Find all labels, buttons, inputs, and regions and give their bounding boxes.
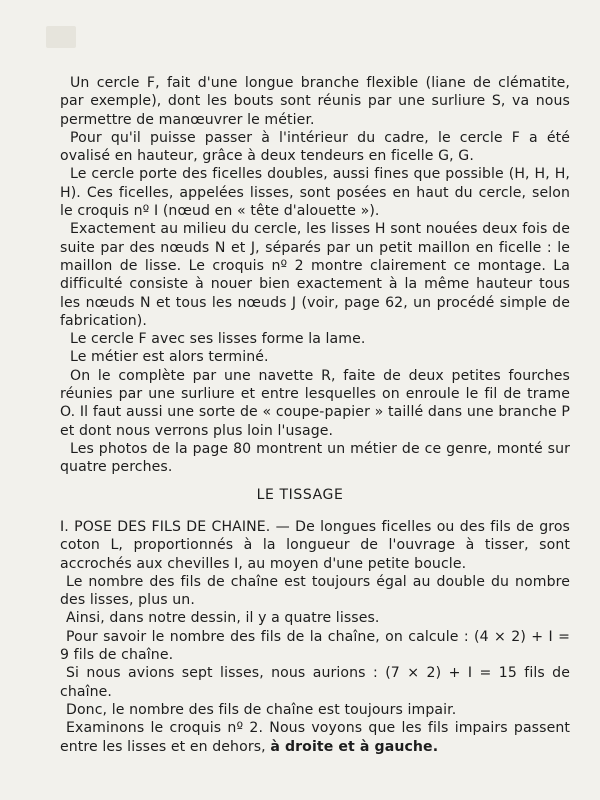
paragraph: On le complète par une navette R, faite de deux petites fourches réunies par une surliure et entre lesquelles on enroule le fil de trame O. Il faut aussi une sorte de « coupe-papier » taillé dans une branche P et dont nous verrons plus loin l'usage. [60, 367, 570, 439]
paragraph: Si nous avions sept lisses, nous aurions : (7 × 2) + I = 15 fils de chaîne. [60, 665, 570, 700]
paragraph [60, 719, 570, 756]
paragraph-text: Examinons le croquis nº 2. Nous voyons que les fils impairs passent entre les lisses et en dehors, [60, 720, 570, 755]
paragraph: Pour savoir le nombre des fils de la chaîne, on calcule : (4 × 2) + I = 9 fils de chaîne. [60, 628, 570, 664]
paragraph: Pour qu'il puisse passer à l'intérieur du cadre, le cercle F a été ovalisé en hauteur, grâce à deux tendeurs en ficelle G, G. [60, 129, 570, 165]
paragraph: Ainsi, dans notre dessin, il y a quatre lisses. [66, 610, 380, 627]
paragraph: Les photos de la page 80 montrent un métier de ce genre, monté sur quatre perches. [60, 440, 570, 476]
paragraph: Le nombre des fils de chaîne est toujours égal au double du nombre des lisses, plus un. [60, 573, 570, 609]
paragraph: Le métier est alors terminé. [70, 349, 269, 366]
paragraph: Le cercle F avec ses lisses forme la lame. [70, 331, 366, 348]
paragraph: Le cercle porte des ficelles doubles, aussi fines que possible (H, H, H, H). Ces ficelles, appelées lisses, sont posées en haut du cercle, selon le croquis nº I (nœud en « tête d'alouette »). [60, 166, 570, 220]
paragraph: Exactement au milieu du cercle, les lisses H sont nouées deux fois de suite par des nœuds N et J, séparés par un petit maillon en ficelle : le maillon de lisse. Le croquis nº 2 montre clairement ce montage. La difficulté consiste à nouer bien exactement à la même hauteur tous les nœuds N et tous les nœuds J (voir, page 62, un procédé simple de fabrication). [60, 221, 570, 329]
body-text-section-2 [60, 518, 570, 756]
emphasis-text: à droite et à gauche. [270, 738, 439, 755]
paragraph-text: De longues ficelles ou des fils de gros coton L, proportionnés à la longueur de l'ouvrage à tisser, sont accrochés aux chevilles I, au moyen d'une petite boucle. [60, 519, 570, 572]
paragraph: Donc, le nombre des fils de chaîne est toujours impair. [66, 701, 457, 718]
paragraph [60, 518, 570, 573]
corner-stain [46, 26, 76, 48]
run-in-heading: I. POSE DES FILS DE CHAINE. — [60, 519, 290, 535]
section-heading: LE TISSAGE [256, 487, 344, 503]
paragraph: Un cercle F, fait d'une longue branche flexible (liane de clématite, par exemple), dont les bouts sont réunis par une surliure S, va nous permettre de manœuvrer le métier. [60, 75, 570, 128]
body-text-section-1 [60, 74, 570, 477]
